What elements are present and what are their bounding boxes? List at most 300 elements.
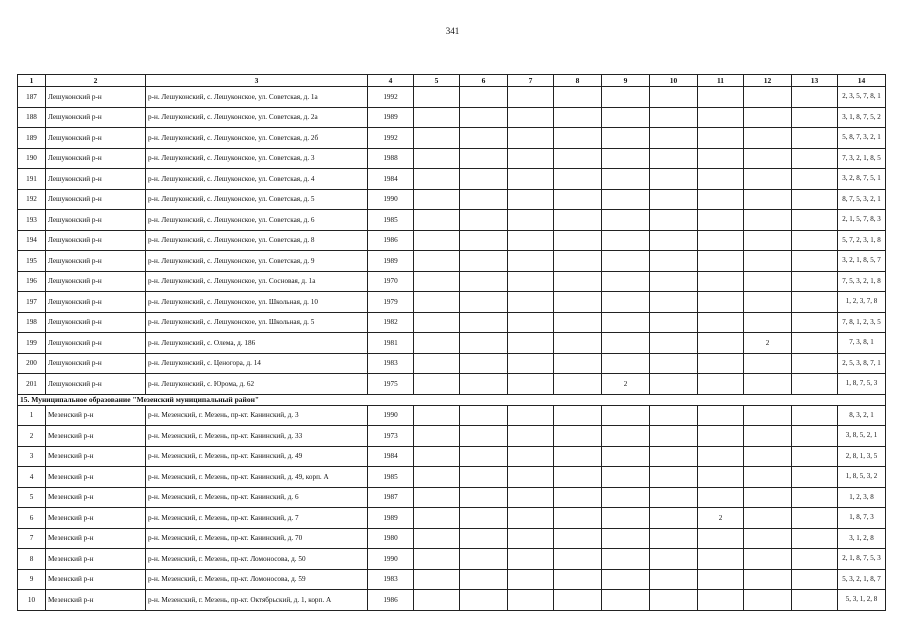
col14-cell: 1, 2, 3, 8 (838, 487, 886, 508)
col10-cell (650, 107, 698, 128)
col11-cell (698, 251, 744, 272)
col13-cell (792, 446, 838, 467)
col6-cell (460, 467, 508, 488)
col10-cell (650, 169, 698, 190)
col5-cell (414, 569, 460, 590)
col6-cell (460, 128, 508, 149)
col10-cell (650, 426, 698, 447)
col13-cell (792, 271, 838, 292)
col10-cell (650, 271, 698, 292)
district-cell: Мезенский р-н (46, 528, 146, 549)
year-cell: 1983 (368, 569, 414, 590)
col14-cell: 8, 7, 5, 3, 2, 1 (838, 189, 886, 210)
district-cell: Лешуконский р-н (46, 312, 146, 333)
address-cell: р-н. Мезенский, г. Мезень, пр-кт. Ломоносова, д. 50 (146, 549, 368, 570)
col14-cell: 5, 3, 1, 2, 8 (838, 590, 886, 611)
table-row (18, 271, 886, 292)
col8-cell (554, 446, 602, 467)
address-cell: р-н. Лешуконский, с. Лешуконское, ул. Советская, д. 6 (146, 210, 368, 231)
col12-cell (744, 292, 792, 313)
year-cell: 1985 (368, 210, 414, 231)
col8-cell (554, 210, 602, 231)
col9-cell (602, 169, 650, 190)
col9-cell (602, 569, 650, 590)
table-row (18, 292, 886, 313)
col12-cell (744, 271, 792, 292)
address-cell: р-н. Мезенский, г. Мезень, пр-кт. Октябрьский, д. 1, корп. А (146, 590, 368, 611)
col12-cell (744, 549, 792, 570)
table-row (18, 148, 886, 169)
col14-cell: 2, 3, 5, 7, 8, 1 (838, 87, 886, 108)
district-cell: Лешуконский р-н (46, 210, 146, 231)
col14-cell: 1, 8, 7, 5, 3 (838, 374, 886, 395)
col-header: 1 (18, 75, 46, 87)
table-row (18, 446, 886, 467)
col9-cell (602, 292, 650, 313)
col10-cell (650, 292, 698, 313)
col7-cell (508, 569, 554, 590)
col8-cell (554, 148, 602, 169)
address-cell: р-н. Лешуконский, с. Лешуконское, ул. Советская, д. 1а (146, 87, 368, 108)
col7-cell (508, 107, 554, 128)
year-cell: 1989 (368, 251, 414, 272)
col6-cell (460, 230, 508, 251)
section-title: 15. Муниципальное образование "Мезенский муниципальный район" (18, 394, 886, 405)
year-cell: 1992 (368, 87, 414, 108)
col7-cell (508, 333, 554, 354)
col10-cell (650, 333, 698, 354)
year-cell: 1973 (368, 426, 414, 447)
col7-cell (508, 426, 554, 447)
row-number: 188 (18, 107, 46, 128)
district-cell: Мезенский р-н (46, 487, 146, 508)
col-header: 2 (46, 75, 146, 87)
address-cell: р-н. Лешуконский, с. Лешуконское, ул. Советская, д. 9 (146, 251, 368, 272)
col14-cell: 2, 8, 1, 3, 5 (838, 446, 886, 467)
col9-cell (602, 590, 650, 611)
col13-cell (792, 549, 838, 570)
col11-cell (698, 128, 744, 149)
col11-cell (698, 271, 744, 292)
table-row (18, 169, 886, 190)
col8-cell (554, 590, 602, 611)
col5-cell (414, 292, 460, 313)
col14-cell: 5, 8, 7, 3, 2, 1 (838, 128, 886, 149)
col9-cell (602, 467, 650, 488)
col12-cell (744, 210, 792, 231)
col8-cell (554, 353, 602, 374)
col7-cell (508, 271, 554, 292)
col11-cell (698, 549, 744, 570)
col9-cell (602, 508, 650, 529)
col7-cell (508, 312, 554, 333)
col12-cell (744, 128, 792, 149)
col13-cell (792, 107, 838, 128)
col13-cell (792, 189, 838, 210)
col6-cell (460, 251, 508, 272)
col9-cell (602, 210, 650, 231)
col6-cell (460, 107, 508, 128)
col6-cell (460, 148, 508, 169)
col10-cell (650, 467, 698, 488)
housing-table (17, 74, 886, 611)
year-cell: 1992 (368, 128, 414, 149)
row-number: 189 (18, 128, 46, 149)
table-row (18, 107, 886, 128)
col14-cell: 5, 7, 2, 3, 1, 8 (838, 230, 886, 251)
district-cell: Лешуконский р-н (46, 189, 146, 210)
year-cell: 1988 (368, 148, 414, 169)
col8-cell (554, 333, 602, 354)
col5-cell (414, 210, 460, 231)
col7-cell (508, 230, 554, 251)
district-cell: Лешуконский р-н (46, 230, 146, 251)
district-cell: Лешуконский р-н (46, 169, 146, 190)
col14-cell: 3, 1, 2, 8 (838, 528, 886, 549)
col14-cell: 5, 3, 2, 1, 8, 7 (838, 569, 886, 590)
col7-cell (508, 487, 554, 508)
row-number: 3 (18, 446, 46, 467)
address-cell: р-н. Мезенский, г. Мезень, пр-кт. Канинский, д. 49 (146, 446, 368, 467)
address-cell: р-н. Лешуконский, с. Юрома, д. 62 (146, 374, 368, 395)
year-cell: 1981 (368, 333, 414, 354)
col8-cell (554, 107, 602, 128)
col6-cell (460, 569, 508, 590)
col10-cell (650, 230, 698, 251)
address-cell: р-н. Мезенский, г. Мезень, пр-кт. Канинский, д. 49, корп. А (146, 467, 368, 488)
col8-cell (554, 426, 602, 447)
district-cell: Мезенский р-н (46, 446, 146, 467)
col11-cell (698, 405, 744, 426)
col5-cell (414, 467, 460, 488)
col13-cell (792, 353, 838, 374)
col13-cell (792, 405, 838, 426)
address-cell: р-н. Мезенский, г. Мезень, пр-кт. Канинский, д. 6 (146, 487, 368, 508)
col13-cell (792, 508, 838, 529)
table-row (18, 405, 886, 426)
col12-cell (744, 169, 792, 190)
col13-cell (792, 210, 838, 231)
year-cell: 1990 (368, 189, 414, 210)
col13-cell (792, 128, 838, 149)
address-cell: р-н. Лешуконский, с. Олема, д. 186 (146, 333, 368, 354)
col7-cell (508, 467, 554, 488)
table-row (18, 128, 886, 149)
col12-cell (744, 528, 792, 549)
table-row (18, 508, 886, 529)
col11-cell (698, 230, 744, 251)
col5-cell (414, 148, 460, 169)
table-row (18, 528, 886, 549)
district-cell: Лешуконский р-н (46, 87, 146, 108)
col10-cell (650, 487, 698, 508)
col10-cell (650, 528, 698, 549)
col9-cell (602, 487, 650, 508)
col9-cell (602, 426, 650, 447)
col-header: 13 (792, 75, 838, 87)
col12-cell (744, 569, 792, 590)
row-number: 187 (18, 87, 46, 108)
col8-cell (554, 230, 602, 251)
col6-cell (460, 426, 508, 447)
col6-cell (460, 374, 508, 395)
col-header: 10 (650, 75, 698, 87)
year-cell: 1975 (368, 374, 414, 395)
table-row (18, 374, 886, 395)
col9-cell (602, 189, 650, 210)
col5-cell (414, 508, 460, 529)
year-cell: 1980 (368, 528, 414, 549)
col14-cell: 7, 8, 1, 2, 3, 5 (838, 312, 886, 333)
address-cell: р-н. Лешуконский, с. Лешуконское, ул. Советская, д. 5 (146, 189, 368, 210)
row-number: 190 (18, 148, 46, 169)
district-cell: Лешуконский р-н (46, 128, 146, 149)
col11-cell (698, 292, 744, 313)
col-header: 11 (698, 75, 744, 87)
col10-cell (650, 251, 698, 272)
col11-cell (698, 312, 744, 333)
col6-cell (460, 87, 508, 108)
col11-cell (698, 148, 744, 169)
year-cell: 1970 (368, 271, 414, 292)
year-cell: 1986 (368, 230, 414, 251)
table-row (18, 210, 886, 231)
col9-cell (602, 251, 650, 272)
table-row (18, 549, 886, 570)
district-cell: Лешуконский р-н (46, 251, 146, 272)
row-number: 7 (18, 528, 46, 549)
col6-cell (460, 590, 508, 611)
col11-cell (698, 210, 744, 231)
col13-cell (792, 230, 838, 251)
col6-cell (460, 271, 508, 292)
address-cell: р-н. Лешуконский, с. Лешуконское, ул. Школьная, д. 5 (146, 312, 368, 333)
col5-cell (414, 128, 460, 149)
col7-cell (508, 148, 554, 169)
col9-cell: 2 (602, 374, 650, 395)
col6-cell (460, 353, 508, 374)
col10-cell (650, 312, 698, 333)
col13-cell (792, 487, 838, 508)
row-number: 194 (18, 230, 46, 251)
table-row (18, 251, 886, 272)
col8-cell (554, 271, 602, 292)
col14-cell: 3, 2, 8, 7, 5, 1 (838, 169, 886, 190)
year-cell: 1982 (368, 312, 414, 333)
col8-cell (554, 405, 602, 426)
col14-cell: 3, 8, 5, 2, 1 (838, 426, 886, 447)
col10-cell (650, 508, 698, 529)
col9-cell (602, 128, 650, 149)
col13-cell (792, 251, 838, 272)
col7-cell (508, 446, 554, 467)
col14-cell: 8, 3, 2, 1 (838, 405, 886, 426)
col10-cell (650, 569, 698, 590)
section-header-row (18, 394, 886, 405)
address-cell: р-н. Лешуконский, с. Ценогора, д. 14 (146, 353, 368, 374)
col-header: 12 (744, 75, 792, 87)
address-cell: р-н. Мезенский, г. Мезень, пр-кт. Ломоносова, д. 59 (146, 569, 368, 590)
table-row (18, 312, 886, 333)
address-cell: р-н. Лешуконский, с. Лешуконское, ул. Советская, д. 8 (146, 230, 368, 251)
district-cell: Мезенский р-н (46, 569, 146, 590)
col11-cell (698, 353, 744, 374)
col12-cell (744, 353, 792, 374)
col11-cell (698, 467, 744, 488)
col6-cell (460, 528, 508, 549)
col14-cell: 3, 2, 1, 8, 5, 7 (838, 251, 886, 272)
year-cell: 1987 (368, 487, 414, 508)
col9-cell (602, 148, 650, 169)
col5-cell (414, 405, 460, 426)
col6-cell (460, 405, 508, 426)
row-number: 1 (18, 405, 46, 426)
col12-cell (744, 467, 792, 488)
col9-cell (602, 353, 650, 374)
col12-cell (744, 107, 792, 128)
col9-cell (602, 87, 650, 108)
col8-cell (554, 292, 602, 313)
col11-cell (698, 426, 744, 447)
row-number: 4 (18, 467, 46, 488)
table-row (18, 590, 886, 611)
table-row (18, 487, 886, 508)
row-number: 199 (18, 333, 46, 354)
col6-cell (460, 487, 508, 508)
col9-cell (602, 312, 650, 333)
year-cell: 1989 (368, 107, 414, 128)
col11-cell (698, 487, 744, 508)
year-cell: 1983 (368, 353, 414, 374)
year-cell: 1989 (368, 508, 414, 529)
col12-cell (744, 487, 792, 508)
district-cell: Лешуконский р-н (46, 148, 146, 169)
col13-cell (792, 569, 838, 590)
col10-cell (650, 210, 698, 231)
col14-cell: 1, 2, 3, 7, 8 (838, 292, 886, 313)
col13-cell (792, 148, 838, 169)
table-row (18, 87, 886, 108)
col11-cell (698, 189, 744, 210)
row-number: 8 (18, 549, 46, 570)
year-cell: 1990 (368, 405, 414, 426)
address-cell: р-н. Мезенский, г. Мезень, пр-кт. Канинский, д. 7 (146, 508, 368, 529)
col14-cell: 3, 1, 8, 7, 5, 2 (838, 107, 886, 128)
col6-cell (460, 312, 508, 333)
col5-cell (414, 528, 460, 549)
col-header: 14 (838, 75, 886, 87)
address-cell: р-н. Мезенский, г. Мезень, пр-кт. Канинский, д. 3 (146, 405, 368, 426)
col5-cell (414, 487, 460, 508)
col10-cell (650, 189, 698, 210)
col8-cell (554, 87, 602, 108)
row-number: 195 (18, 251, 46, 272)
district-cell: Мезенский р-н (46, 549, 146, 570)
district-cell: Мезенский р-н (46, 405, 146, 426)
col7-cell (508, 87, 554, 108)
col5-cell (414, 590, 460, 611)
address-cell: р-н. Лешуконский, с. Лешуконское, ул. Школьная, д. 10 (146, 292, 368, 313)
col5-cell (414, 549, 460, 570)
col5-cell (414, 271, 460, 292)
col8-cell (554, 169, 602, 190)
col9-cell (602, 230, 650, 251)
row-number: 6 (18, 508, 46, 529)
col9-cell (602, 549, 650, 570)
district-cell: Мезенский р-н (46, 590, 146, 611)
col5-cell (414, 189, 460, 210)
col12-cell (744, 189, 792, 210)
table-row (18, 467, 886, 488)
col8-cell (554, 128, 602, 149)
col14-cell: 7, 3, 2, 1, 8, 5 (838, 148, 886, 169)
col8-cell (554, 487, 602, 508)
col11-cell (698, 590, 744, 611)
col6-cell (460, 292, 508, 313)
table-row (18, 353, 886, 374)
col-header: 9 (602, 75, 650, 87)
col10-cell (650, 590, 698, 611)
col13-cell (792, 374, 838, 395)
col7-cell (508, 292, 554, 313)
col10-cell (650, 128, 698, 149)
col6-cell (460, 169, 508, 190)
col5-cell (414, 312, 460, 333)
district-cell: Лешуконский р-н (46, 333, 146, 354)
col9-cell (602, 528, 650, 549)
col5-cell (414, 353, 460, 374)
column-header-row (18, 75, 886, 87)
year-cell: 1984 (368, 446, 414, 467)
col14-cell: 1, 8, 5, 3, 2 (838, 467, 886, 488)
col10-cell (650, 353, 698, 374)
col10-cell (650, 374, 698, 395)
col7-cell (508, 405, 554, 426)
year-cell: 1985 (368, 467, 414, 488)
col9-cell (602, 333, 650, 354)
col8-cell (554, 189, 602, 210)
col5-cell (414, 426, 460, 447)
district-cell: Лешуконский р-н (46, 374, 146, 395)
col12-cell (744, 508, 792, 529)
table-row (18, 569, 886, 590)
table-row (18, 230, 886, 251)
col10-cell (650, 446, 698, 467)
district-cell: Лешуконский р-н (46, 353, 146, 374)
col12-cell (744, 230, 792, 251)
col11-cell (698, 528, 744, 549)
col8-cell (554, 251, 602, 272)
col10-cell (650, 87, 698, 108)
col13-cell (792, 169, 838, 190)
col11-cell (698, 446, 744, 467)
address-cell: р-н. Мезенский, г. Мезень, пр-кт. Канинский, д. 33 (146, 426, 368, 447)
col7-cell (508, 508, 554, 529)
col12-cell (744, 446, 792, 467)
col11-cell (698, 107, 744, 128)
col12-cell (744, 426, 792, 447)
col11-cell (698, 333, 744, 354)
row-number: 9 (18, 569, 46, 590)
col5-cell (414, 333, 460, 354)
col13-cell (792, 467, 838, 488)
col11-cell (698, 169, 744, 190)
col7-cell (508, 590, 554, 611)
col8-cell (554, 528, 602, 549)
col8-cell (554, 467, 602, 488)
row-number: 196 (18, 271, 46, 292)
col-header: 6 (460, 75, 508, 87)
